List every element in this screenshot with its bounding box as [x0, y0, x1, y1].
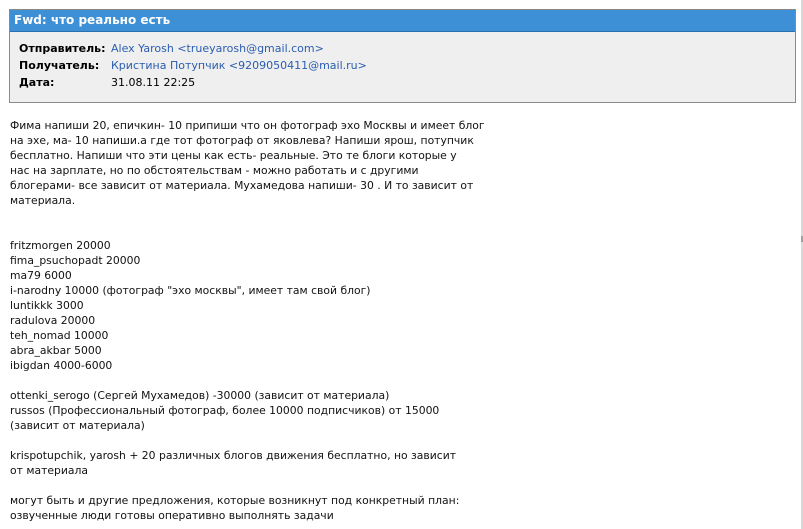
from-label: Отправитель:: [19, 42, 106, 55]
message-line: abra_akbar 5000: [10, 344, 102, 357]
message-subject-bar: Fwd: что реально есть: [10, 10, 795, 32]
message-line: (зависит от материала): [10, 419, 145, 432]
from-address-link[interactable]: Alex Yarosh <trueyarosh@gmail.com>: [111, 42, 324, 55]
message-line: могут быть и другие предложения, которые возникнут под конкретный план:: [10, 494, 460, 507]
message-line: [10, 478, 780, 493]
message-line: ibigdan 4000-6000: [10, 359, 113, 372]
message-line: [10, 208, 780, 223]
message-line: teh_nomad 10000: [10, 329, 109, 342]
message-line: Фима напиши 20, епичкин- 10 припиши что он фотограф эхо Москвы и имеет блог: [10, 119, 485, 132]
date-label: Дата:: [19, 76, 55, 89]
message-line: материала.: [10, 194, 76, 207]
message-line: ottenki_serogo (Сергей Мухамедов) -30000 (зависит от материала): [10, 389, 390, 402]
message-line: ma79 6000: [10, 269, 72, 282]
message-line: блогерами- все зависит от материала. Мухамедова напиши- 30 . И то зависит от: [10, 179, 474, 192]
date-value: 31.08.11 22:25: [111, 76, 196, 89]
message-line: i-narodny 10000 (фотограф "эхо москвы", имеет там свой блог): [10, 284, 371, 297]
message-line: radulova 20000: [10, 314, 96, 327]
message-line: russos (Профессиональный фотограф, более 10000 подписчиков) от 15000: [10, 404, 440, 417]
message-line: [10, 373, 780, 388]
message-line: [10, 433, 780, 448]
message-line: на эхе, ма- 10 напиши.а где тот фотограф от яковлева? Напиши ярош, потупчик: [10, 134, 474, 147]
message-line: fima_psuchopadt 20000: [10, 254, 141, 267]
message-body: [10, 118, 780, 523]
message-line: fritzmorgen 20000: [10, 239, 111, 252]
message-line: krispotupchik, yarosh + 20 различных блогов движения бесплатно, но зависит: [10, 449, 457, 462]
message-line: бесплатно. Напиши что эти цены как есть- реальные. Это те блоги которые у: [10, 149, 457, 162]
to-label: Получатель:: [19, 59, 100, 72]
to-address-link[interactable]: Кристина Потупчик <9209050411@mail.ru>: [111, 59, 367, 72]
message-line: [10, 223, 780, 238]
message-line: luntikkk 3000: [10, 299, 84, 312]
message-line: от материала: [10, 464, 89, 477]
message-line: нас на зарплате, но по обстоятельствам - можно работать и с другими: [10, 164, 419, 177]
message-header-panel: [9, 9, 796, 103]
message-line: озвученные люди готовы оперативно выполнять задачи: [10, 509, 334, 522]
